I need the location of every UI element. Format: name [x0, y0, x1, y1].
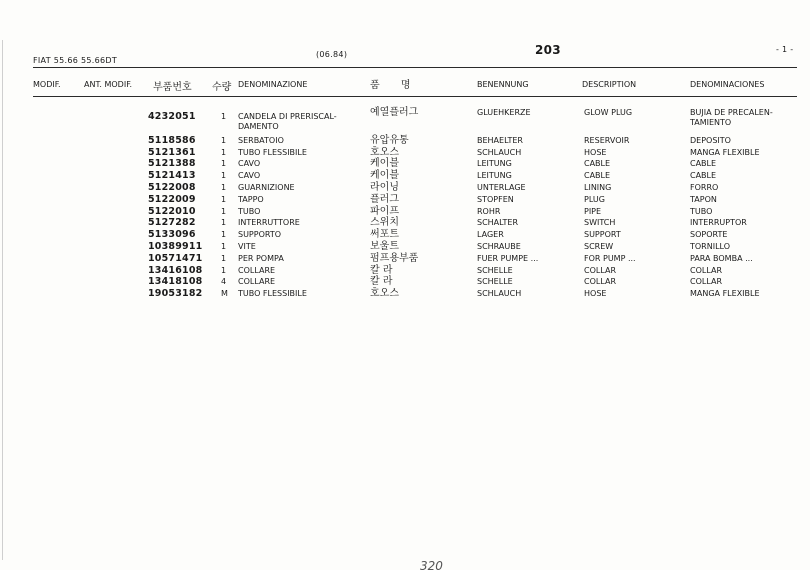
italian-name-cell: CANDELA DI PRERISCAL-	[238, 112, 337, 121]
italian-name-cell: COLLARE	[238, 266, 276, 275]
german-name-cell: SCHRAUBE	[477, 242, 521, 251]
column-header-description: DESCRIPTION	[582, 80, 637, 89]
english-name-cell: RESERVOIR	[584, 136, 630, 145]
spanish-name-cell: TAPON	[690, 195, 717, 204]
quantity-cell: 1	[221, 242, 227, 251]
german-name-cell: SCHELLE	[477, 266, 513, 275]
spanish-name-cell: COLLAR	[690, 277, 723, 286]
table-row	[0, 195, 810, 207]
part-number-cell: 5122010	[148, 206, 196, 217]
english-name-cell: HOSE	[584, 289, 607, 298]
part-number-cell: 5121413	[148, 170, 196, 181]
spanish-name-cell: CABLE	[690, 171, 717, 180]
english-name-cell: SUPPORT	[584, 230, 621, 239]
english-name-cell: COLLAR	[584, 266, 617, 275]
spanish-name-cell: MANGA FLEXIBLE	[690, 148, 760, 157]
spanish-name-cell: PARA BOMBA ...	[690, 254, 753, 263]
italian-name-cell: TUBO FLESSIBILE	[238, 148, 307, 157]
korean-name-cell: 케이블	[370, 170, 399, 181]
english-name-cell: SCREW	[584, 242, 614, 251]
column-header-korean-name: 품 명	[370, 80, 411, 91]
english-name-cell: COLLAR	[584, 277, 617, 286]
english-name-cell: LINING	[584, 183, 612, 192]
part-number-cell: 5121361	[148, 147, 196, 158]
english-name-cell: FOR PUMP ...	[584, 254, 636, 263]
column-header-denominazione: DENOMINAZIONE	[238, 80, 308, 89]
part-number-cell: 5122008	[148, 182, 196, 193]
italian-name-cell: INTERRUTTORE	[238, 218, 300, 227]
spanish-name-cell: DEPOSITO	[690, 136, 731, 145]
german-name-cell: UNTERLAGE	[477, 183, 526, 192]
table-row	[0, 159, 810, 171]
spanish-name-cell: MANGA FLEXIBLE	[690, 289, 760, 298]
italian-name-cell: TAPPO	[238, 195, 264, 204]
english-name-cell: HOSE	[584, 148, 607, 157]
part-number-cell: 5133096	[148, 229, 196, 240]
english-name-cell: SWITCH	[584, 218, 616, 227]
model-title: FIAT 55.66 55.66DT	[33, 56, 118, 65]
table-row	[0, 254, 810, 266]
korean-name-cell: 칼 라	[370, 265, 393, 276]
german-name-cell: LAGER	[477, 230, 504, 239]
table-row	[0, 230, 810, 242]
korean-name-cell: 라이닝	[370, 182, 399, 193]
part-number-cell: 5127282	[148, 217, 196, 228]
column-header-part-number: 부품번호	[153, 82, 192, 93]
italian-name-cell: SUPPORTO	[238, 230, 282, 239]
korean-name-cell: 칼 라	[370, 276, 393, 287]
german-name-cell: SCHLAUCH	[477, 148, 522, 157]
german-name-cell: BEHAELTER	[477, 136, 523, 145]
quantity-cell: 1	[221, 230, 227, 239]
italian-name-cell: PER POMPA	[238, 254, 284, 263]
quantity-cell: 4	[221, 277, 227, 286]
quantity-cell: 1	[221, 112, 227, 121]
part-number-cell: 4232051	[148, 111, 196, 122]
english-name-cell: PLUG	[584, 195, 605, 204]
italian-name-cell: VITE	[238, 242, 256, 251]
german-name-cell: SCHALTER	[477, 218, 519, 227]
korean-name-cell: 호오스	[370, 147, 399, 158]
part-number-cell: 5118586	[148, 135, 196, 146]
quantity-cell: 1	[221, 136, 227, 145]
column-header-denominaciones: DENOMINACIONES	[690, 80, 765, 89]
korean-name-cell: 파이프	[370, 206, 399, 217]
italian-name-cell: TUBO FLESSIBILE	[238, 289, 307, 298]
italian-name-cell: GUARNIZIONE	[238, 183, 295, 192]
english-name-cell: PIPE	[584, 207, 602, 216]
table-row	[0, 277, 810, 289]
part-number-cell: 10389911	[148, 241, 203, 252]
columns-rule	[33, 96, 797, 97]
german-name-cell: GLUEHKERZE	[477, 108, 531, 117]
handwritten-page-note: 320	[420, 559, 443, 573]
table-row	[0, 171, 810, 183]
spanish-name-cell: INTERRUPTOR	[690, 218, 747, 227]
korean-name-cell: 스위치	[370, 217, 399, 228]
table-row	[0, 183, 810, 195]
german-name-cell: ROHR	[477, 207, 501, 216]
column-header-benennung: BENENNUNG	[477, 80, 529, 89]
part-number-cell: 10571471	[148, 253, 203, 264]
korean-name-cell: 케이블	[370, 158, 399, 169]
english-name-cell: CABLE	[584, 159, 611, 168]
spanish-name-cell: BUJIA DE PRECALEN-	[690, 108, 773, 117]
quantity-cell: 1	[221, 148, 227, 157]
quantity-cell: 1	[221, 171, 227, 180]
quantity-cell: M	[221, 289, 228, 298]
german-name-cell: LEITUNG	[477, 159, 512, 168]
quantity-cell: 1	[221, 266, 227, 275]
quantity-cell: 1	[221, 183, 227, 192]
spanish-name-cell: FORRO	[690, 183, 719, 192]
german-name-cell: LEITUNG	[477, 171, 512, 180]
english-name-cell: GLOW PLUG	[584, 108, 633, 117]
quantity-cell: 1	[221, 195, 227, 204]
part-number-cell: 5121388	[148, 158, 196, 169]
italian-name-cell: TUBO	[238, 207, 261, 216]
page-number: 203	[535, 43, 561, 57]
quantity-cell: 1	[221, 254, 227, 263]
korean-name-cell: 호오스	[370, 288, 399, 299]
table-row	[0, 107, 810, 131]
table-row	[0, 136, 810, 148]
column-header-quantity: 수량	[212, 82, 232, 93]
korean-name-cell: 플러그	[370, 194, 399, 205]
spanish-name-cell: SOPORTE	[690, 230, 728, 239]
part-number-cell: 13418108	[148, 276, 203, 287]
korean-name-cell: 유압유통	[370, 135, 409, 146]
sheet-number: - 1 -	[776, 45, 794, 54]
part-number-cell: 5122009	[148, 194, 196, 205]
part-number-cell: 19053182	[148, 288, 203, 299]
quantity-cell: 1	[221, 159, 227, 168]
korean-name-cell: 펌프용부품	[370, 253, 419, 264]
spanish-name-continuation: TAMIENTO	[690, 118, 732, 127]
spanish-name-cell: CABLE	[690, 159, 717, 168]
spanish-name-cell: TUBO	[690, 207, 713, 216]
spanish-name-cell: COLLAR	[690, 266, 723, 275]
italian-name-cell: CAVO	[238, 159, 261, 168]
german-name-cell: FUER PUMPE ...	[477, 254, 539, 263]
spanish-name-cell: TORNILLO	[690, 242, 731, 251]
italian-name-cell: SERBATOIO	[238, 136, 284, 145]
quantity-cell: 1	[221, 218, 227, 227]
korean-name-cell: 써포트	[370, 229, 399, 240]
italian-name-cell: CAVO	[238, 171, 261, 180]
edition-date: (06.84)	[316, 50, 348, 59]
part-number-cell: 13416108	[148, 265, 203, 276]
german-name-cell: SCHELLE	[477, 277, 513, 286]
table-row	[0, 289, 810, 301]
table-row	[0, 218, 810, 230]
english-name-cell: CABLE	[584, 171, 611, 180]
korean-name-cell: 보울트	[370, 241, 399, 252]
header-rule	[33, 67, 797, 68]
italian-name-continuation: DAMENTO	[238, 122, 279, 131]
italian-name-cell: COLLARE	[238, 277, 276, 286]
column-header-modif: MODIF.	[33, 80, 61, 89]
german-name-cell: STOPFEN	[477, 195, 514, 204]
quantity-cell: 1	[221, 207, 227, 216]
german-name-cell: SCHLAUCH	[477, 289, 522, 298]
column-header-ant-modif: ANT. MODIF.	[84, 80, 133, 89]
korean-name-cell: 예열플러그	[370, 107, 419, 118]
